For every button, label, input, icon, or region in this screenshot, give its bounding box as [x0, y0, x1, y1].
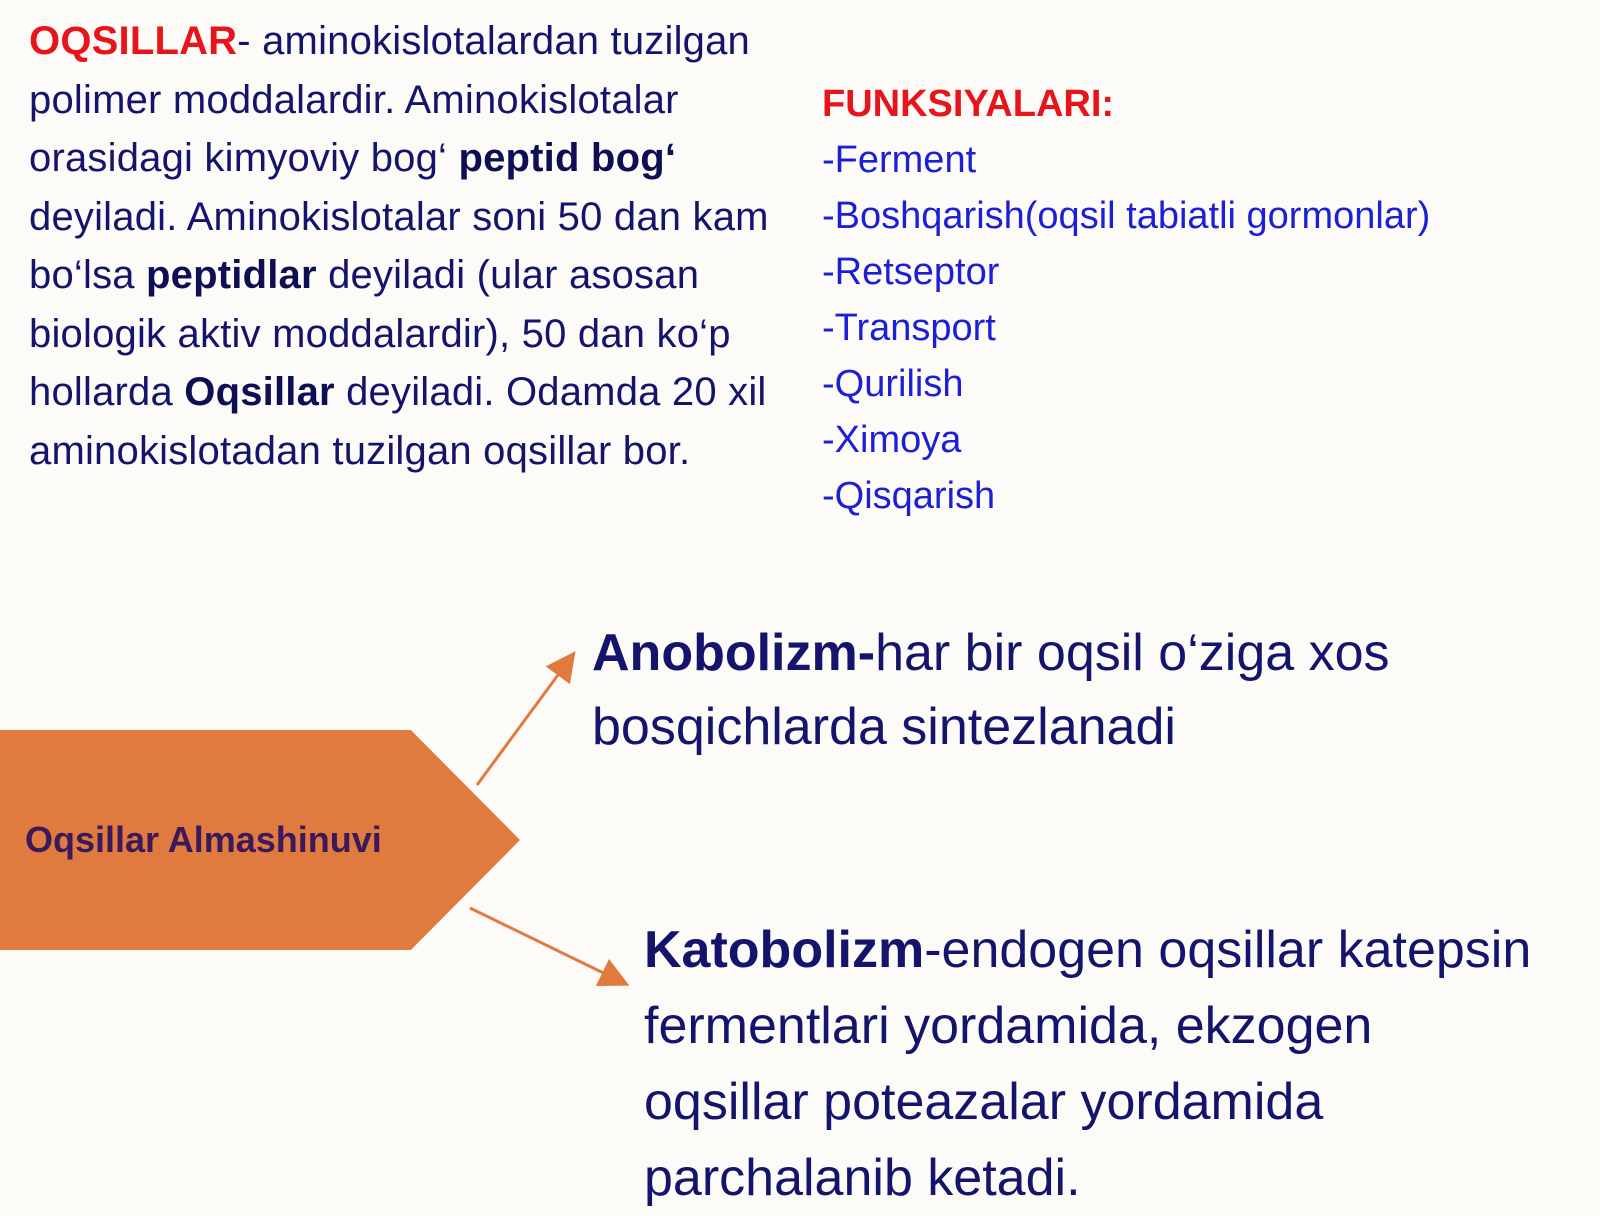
intro-text-4: deyiladi. Odamda 20 xil aminokislotadan tuzilgan oqsillar bor.: [29, 370, 767, 473]
function-item: -Transport: [822, 307, 996, 349]
function-item: -Retseptor: [822, 251, 1000, 293]
katabolism-term: Katobolizm: [644, 921, 925, 979]
functions-list: [822, 132, 1582, 524]
intro-text-1: - aminokislotalardan tuzilgan polimer moddalardir. Aminokislotalar orasidagi kimyoviy bog‘: [29, 19, 750, 180]
katabolism-text: [644, 912, 1544, 1216]
function-item: -Ferment: [822, 139, 977, 181]
intro-text-3: deyiladi (ular asosan biologik aktiv moddalardir), 50 dan ko‘p hollarda: [29, 253, 731, 414]
anabolism-description: har bir oqsil o‘ziga xos bosqichlarda sintezlanadi: [592, 624, 1390, 756]
function-item: -Ximoya: [822, 419, 962, 461]
anabolism-term: Anobolizm-: [592, 624, 876, 682]
function-item: -Qurilish: [822, 363, 964, 405]
function-item: -Qisqarish: [822, 475, 996, 517]
intro-term: OQSILLAR: [29, 19, 238, 63]
arrow-to-katabolism: [470, 908, 624, 983]
intro-bold-peptidlar: peptidlar: [146, 253, 317, 297]
arrow-to-anabolism: [477, 656, 572, 785]
functions-heading: FUNKSIYALARI:: [822, 83, 1115, 125]
intro-bold-peptid-bog: peptid bog‘: [458, 136, 677, 180]
metabolism-label: Oqsillar Almashinuvi: [25, 819, 382, 860]
function-item: -Boshqarish(oqsil tabiatli gormonlar): [822, 195, 1431, 237]
intro-bold-oqsillar: Oqsillar: [184, 370, 335, 414]
intro-paragraph: [29, 12, 809, 480]
intro-text-2: deyiladi. Aminokislotalar soni 50 dan kam bo‘lsa: [29, 194, 769, 297]
katabolism-description: -endogen oqsillar katepsin fermentlari yordamida, ekzogen oqsillar poteazalar yordamida parchalanib ketadi.: [644, 921, 1532, 1207]
anabolism-text: [592, 616, 1572, 764]
functions-block: [822, 76, 1582, 524]
